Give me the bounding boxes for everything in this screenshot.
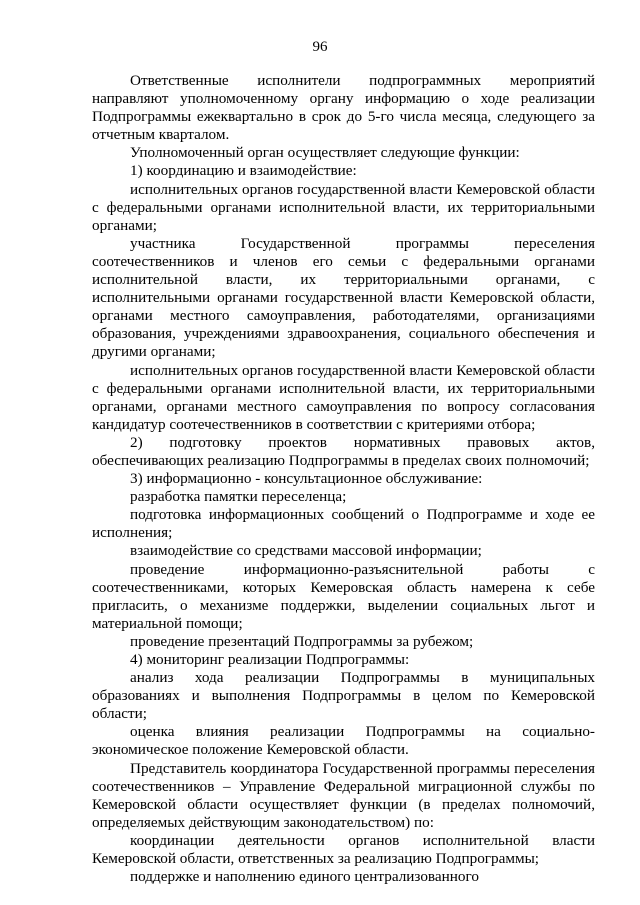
paragraph: взаимодействие со средствами массовой информации; bbox=[130, 542, 482, 560]
paragraph: исполнительных органов государственной власти Кемеровской области с федеральными органами исполнительной власти, их территориальными органами, органами местного самоуправления по вопросу согласования кандидатур соотечественников в соответствии с критериями отбора; bbox=[92, 361, 595, 433]
paragraph: Представитель координатора Государственной программы переселения соотечественников – Управление Федеральной миграционной службы по Кемеровской области осуществляет функции (в пределах полномочий, определяемых действующим законодательством) по: bbox=[92, 759, 595, 831]
paragraph: Уполномоченный орган осуществляет следующие функции: bbox=[130, 144, 520, 162]
paragraph: подготовка информационных сообщений о Подпрограмме и ходе ее исполнения; bbox=[92, 506, 595, 542]
paragraph: поддержке и наполнению единого централизованного bbox=[130, 868, 479, 886]
paragraph: проведение презентаций Подпрограммы за рубежом; bbox=[130, 632, 474, 650]
paragraph: анализ хода реализации Подпрограммы в муниципальных образованиях и выполнения Подпрограммы в целом по Кемеровской области; bbox=[92, 669, 595, 723]
paragraph: участника Государственной программы переселения соотечественников и членов его семьи с федеральными органами исполнительной власти, их территориальными органами, с исполнительными органами государственной власти Кемеровской области, органами местного самоуправления, работодателями, организациями образования, учреждениями здравоохранения, социального обеспечения и другими органами; bbox=[92, 234, 595, 361]
paragraph: 1) координацию и взаимодействие: bbox=[130, 162, 357, 180]
paragraph: проведение информационно-разъяснительной работы с соотечественниками, которых Кемеровская область намерена к себе пригласить, о механизме поддержки, выделении социальных льгот и материальной помощи; bbox=[92, 560, 595, 632]
paragraph: оценка влияния реализации Подпрограммы на социально-экономическое положение Кемеровской области. bbox=[92, 723, 595, 759]
page-number: 96 bbox=[312, 39, 328, 55]
paragraph: 4) мониторинг реализации Подпрограммы: bbox=[130, 651, 410, 668]
body-text bbox=[92, 72, 595, 886]
paragraph: 2) подготовку проектов нормативных правовых актов, обеспечивающих реализацию Подпрограммы в пределах своих полномочий; bbox=[92, 433, 595, 469]
paragraph: Ответственные исполнители подпрограммных мероприятий направляют уполномоченному органу информацию о ходе реализации Подпрограммы ежеквартально в срок до 5-го числа месяца, следующего за отчетным кварталом. bbox=[92, 72, 595, 144]
paragraph: координации деятельности органов исполнительной власти Кемеровской области, ответственных за реализацию Подпрограммы; bbox=[92, 831, 595, 868]
paragraph: 3) информационно - консультационное обслуживание: bbox=[130, 470, 483, 488]
paragraph: разработка памятки переселенца; bbox=[130, 488, 347, 506]
paragraph: исполнительных органов государственной власти Кемеровской области с федеральными органами исполнительной власти, их территориальными органами; bbox=[92, 180, 595, 234]
